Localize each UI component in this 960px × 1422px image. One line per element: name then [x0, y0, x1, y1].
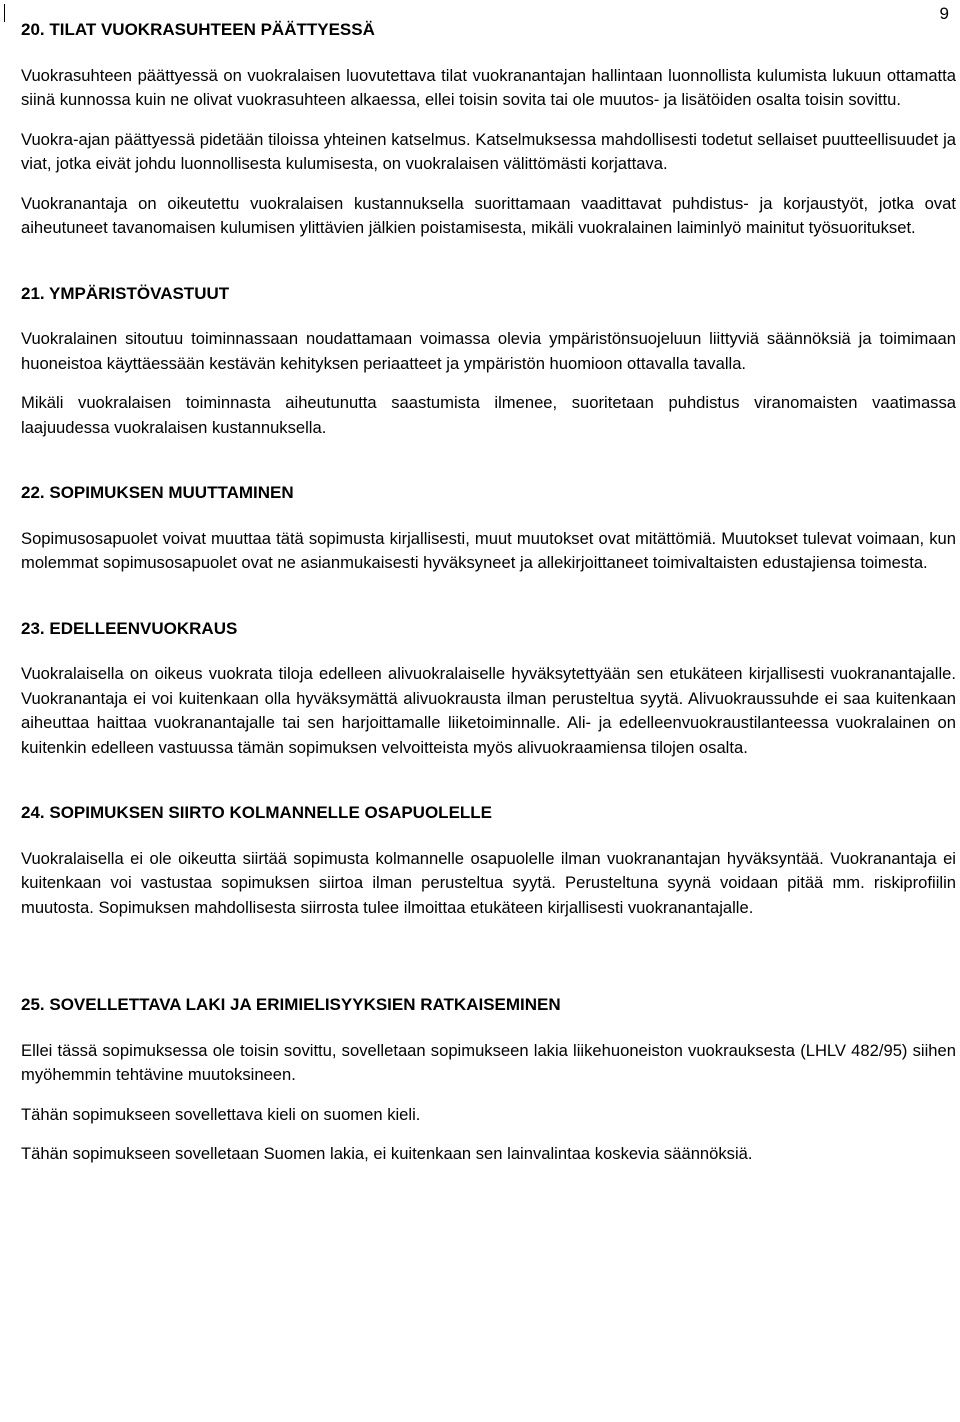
paragraph: Tähän sopimukseen sovellettava kieli on suomen kieli. [21, 1104, 421, 1124]
section-title: 20. TILAT VUOKRASUHTEEN PÄÄTTYESSÄ [21, 20, 375, 39]
paragraph: Vuokralaisella on oikeus vuokrata tiloja edelleen alivuokralaiselle hyväksytettyään sen etukäteen kirjallisesti vuokranantajalle. Vuokranantaja ei voi kuitenkaan olla hyväksymättä alivuokrausta ilman perusteltua syytä. Alivuokraussuhde ei saa kuitenkaan aiheuttaa haittaa vuokranantajalle tai sen harjoittamalle liiketoiminnalle. Ali- ja edelleenvuokraustilanteessa vuokralainen on kuitenkin edelleen vastuussa tämän sopimuksen velvoitteista myös alivuokraamiensa tilojen osalta. [21, 664, 956, 757]
paragraph: Vuokranantaja on oikeutettu vuokralaisen kustannuksella suorittamaan vaadittavat puhdistus- ja korjaustyöt, jotka ovat aiheutuneet tavanomaisen kulumisen ylittävien jälkien poistamisesta, mikäli vuokralainen laiminlyö mainitut työsuoritukset. [21, 193, 956, 237]
section-title: 21. YMPÄRISTÖVASTUUT [21, 283, 230, 303]
section-24 [21, 801, 956, 920]
paragraph: Sopimusosapuolet voivat muuttaa tätä sopimusta kirjallisesti, muut muutokset ovat mitättömiä. Muutokset tulevat voimaan, kun molemmat sopimusosapuolet ovat ne asianmukaisesti hyväksyneet ja allekirjoittaneet toimivaltaisten edustajiensa toimesta. [21, 528, 956, 572]
section-title: 24. SOPIMUKSEN SIIRTO KOLMANNELLE OSAPUOLELLE [21, 803, 493, 822]
section-25 [21, 993, 956, 1167]
page-number: 9 [939, 4, 949, 23]
paragraph: Mikäli vuokralaisen toiminnasta aiheutunutta saastumista ilmenee, suoritetaan puhdistus viranomaisten vaatimassa laajuudessa vuokralaisen kustannuksella. [21, 393, 956, 437]
page-edge-mark [4, 4, 5, 22]
section-title: 23. EDELLEENVUOKRAUS [21, 618, 238, 638]
section-22 [21, 481, 956, 576]
paragraph: Vuokralainen sitoutuu toiminnassaan noudattamaan voimassa olevia ympäristönsuojeluun liittyviä säännöksiä ja toimimaan huoneistoa käyttäessään kestävän kehityksen periaatteet ja ympäristön huomioon ottavalla tavalla. [21, 329, 956, 373]
section-title: 25. SOVELLETTAVA LAKI JA ERIMIELISYYKSIEN RATKAISEMINEN [21, 995, 561, 1014]
paragraph: Tähän sopimukseen sovelletaan Suomen lakia, ei kuitenkaan sen lainvalintaa koskevia säännöksiä. [21, 1144, 753, 1163]
paragraph: Vuokrasuhteen päättyessä on vuokralaisen luovutettava tilat vuokranantajan hallintaan luonnollista kulumista lukuun ottamatta siinä kunnossa kuin ne olivat vuokrasuhteen alkaessa, ellei toisin sovita tai ole muutos- ja lisätöiden osalta toisin sovittu. [21, 65, 956, 109]
paragraph: Vuokralaisella ei ole oikeutta siirtää sopimusta kolmannelle osapuolelle ilman vuokranantajan hyväksyntää. Vuokranantaja ei kuitenkaan voi vastustaa sopimuksen siirtoa ilman perusteltua syytä. Perusteltuna syynä voidaan pitää mm. riskiprofiilin muutosta. Sopimuksen mahdollisesta siirrosta tulee ilmoittaa etukäteen kirjallisesti vuokranantajalle. [21, 848, 956, 917]
section-21 [21, 282, 956, 441]
section-20 [21, 18, 956, 241]
document-body [21, 18, 956, 1167]
paragraph: Vuokra-ajan päättyessä pidetään tiloissa yhteinen katselmus. Katselmuksessa mahdollisesti todetut sellaiset puutteellisuudet ja viat, jotka eivät johdu luonnollisesta kulumisesta, on vuokralaisen välittömästi korjattava. [21, 129, 956, 173]
section-title: 22. SOPIMUKSEN MUUTTAMINEN [21, 483, 294, 502]
paragraph: Ellei tässä sopimuksessa ole toisin sovittu, sovelletaan sopimukseen lakia liikehuoneiston vuokrauksesta (LHLV 482/95) siihen myöhemmin tehtävine muutoksineen. [21, 1040, 956, 1084]
section-23 [21, 617, 956, 761]
